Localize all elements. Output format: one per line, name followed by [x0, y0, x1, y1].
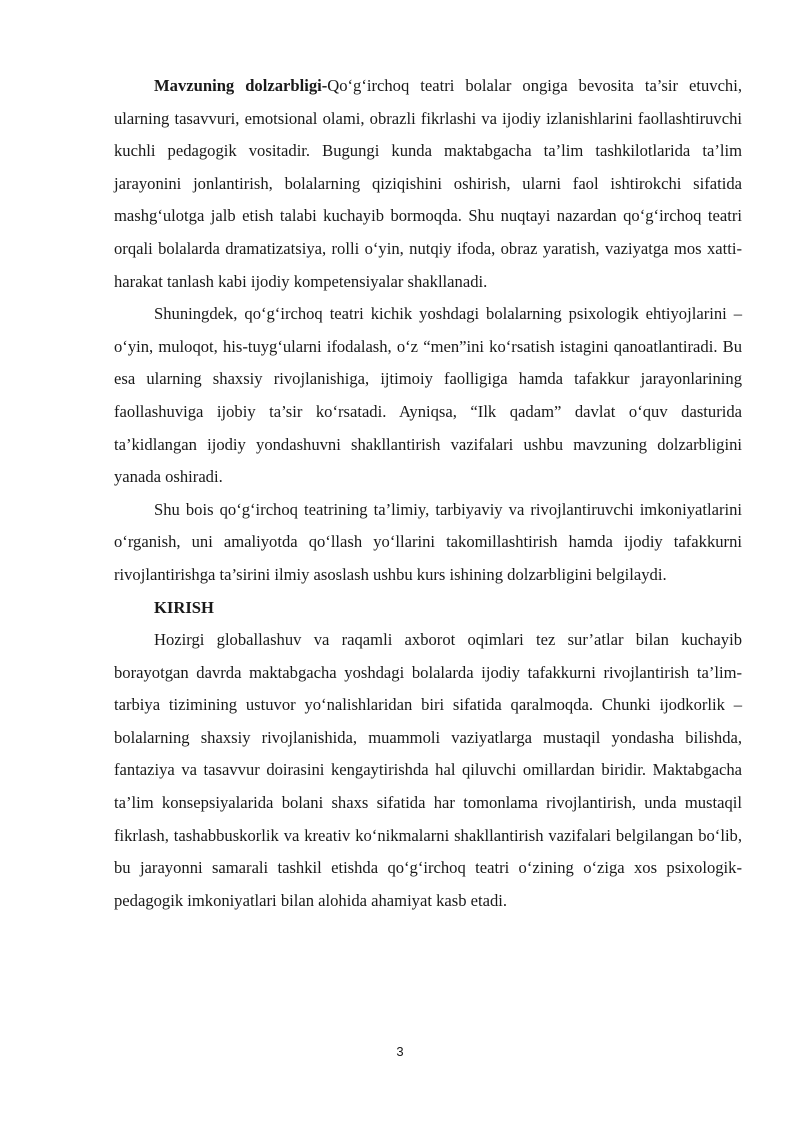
paragraph-psychological-needs: Shuningdek, qo‘g‘irchoq teatri kichik yoshdagi bolalarning psixologik ehtiyojlarini – o‘yin, muloqot, his-tuyg‘ularni ifodalash, o‘z “men”ini ko‘rsatish istagini qanoatlantiradi. Bu esa ularning shaxsiy rivojlanishiga, ijtimoiy faolligiga hamda tafakkur jarayonlarining faollashuviga ijobiy ta’sir ko‘rsatadi. Ayniqsa, “Ilk qadam” davlat o‘quv dasturida ta’kidlangan ijodiy yondashuvni shakllantirish vazifalari ushbu mavzuning dolzarbligini yanada oshiradi. — [114, 304, 742, 487]
document-page — [114, 70, 742, 917]
relevance-text: Qo‘g‘irchoq teatri bolalar ongiga bevosita ta’sir etuvchi, ularning tasavvuri, emotsional olami, obrazli fikrlashi va ijodiy izlanishlarini faollashtiruvchi kuchli pedagogik vositadir. Bugungi kunda maktabgacha ta’lim tashkilotlarida ta’lim jarayonini jonlantirish, bolalarning qiziqishini oshirish, ularni faol ishtirokchi sifatida mashg‘ulotga jalb etish talabi kuchayib bormoqda. Shu nuqtayi nazardan qo‘g‘irchoq teatri orqali bolalarda dramatizatsiya, rolli o‘yin, nutqiy ifoda, obraz yaratish, vaziyatga mos xatti-harakat tanlash kabi ijodiy kompetensiyalar shakllanadi. — [114, 76, 742, 291]
paragraph-introduction: Hozirgi globallashuv va raqamli axborot oqimlari tez sur’atlar bilan kuchayib borayotgan davrda maktabgacha yoshdagi bolalarda ijodiy tafakkurni rivojlantirish ta’lim-tarbiya tizimining ustuvor yo‘nalishlaridan biri sifatida qaralmoqda. Chunki ijodkorlik – bolalarning shaxsiy rivojlanishida, muammoli vaziyatlarga mustaqil yondasha bilishda, fantaziya va tasavvur doirasini kengaytirishda hal qiluvchi omillardan biridir. Maktabgacha ta’lim konsepsiyalarida bolani shaxs sifatida har tomonlama rivojlantirish, unda mustaqil fikrlash, tashabbuskorlik va kreativ ko‘nikmalarni shakllantirish vazifalari belgilangan bo‘lib, bu jarayonni samarali tashkil etishda qo‘g‘irchoq teatri o‘zining o‘ziga xos psixologik-pedagogik imkoniyatlari bilan alohida ahamiyat kasb etadi. — [114, 630, 742, 910]
section-heading-introduction: KIRISH — [154, 597, 214, 617]
relevance-lead: Mavzuning dolzarbligi- — [154, 76, 328, 95]
relevance-paragraph — [114, 70, 742, 298]
page-number: 3 — [396, 1044, 404, 1059]
paragraph-course-relevance: Shu bois qo‘g‘irchoq teatrining ta’limiy, tarbiyaviy va rivojlantiruvchi imkoniyatlarini o‘rganish, uni amaliyotda qo‘llash yo‘llarini takomillashtirish hamda ijodiy tafakkurni rivojlantirishga ta’sirini ilmiy asoslash ushbu kurs ishining dolzarbligini belgilaydi. — [114, 499, 742, 584]
